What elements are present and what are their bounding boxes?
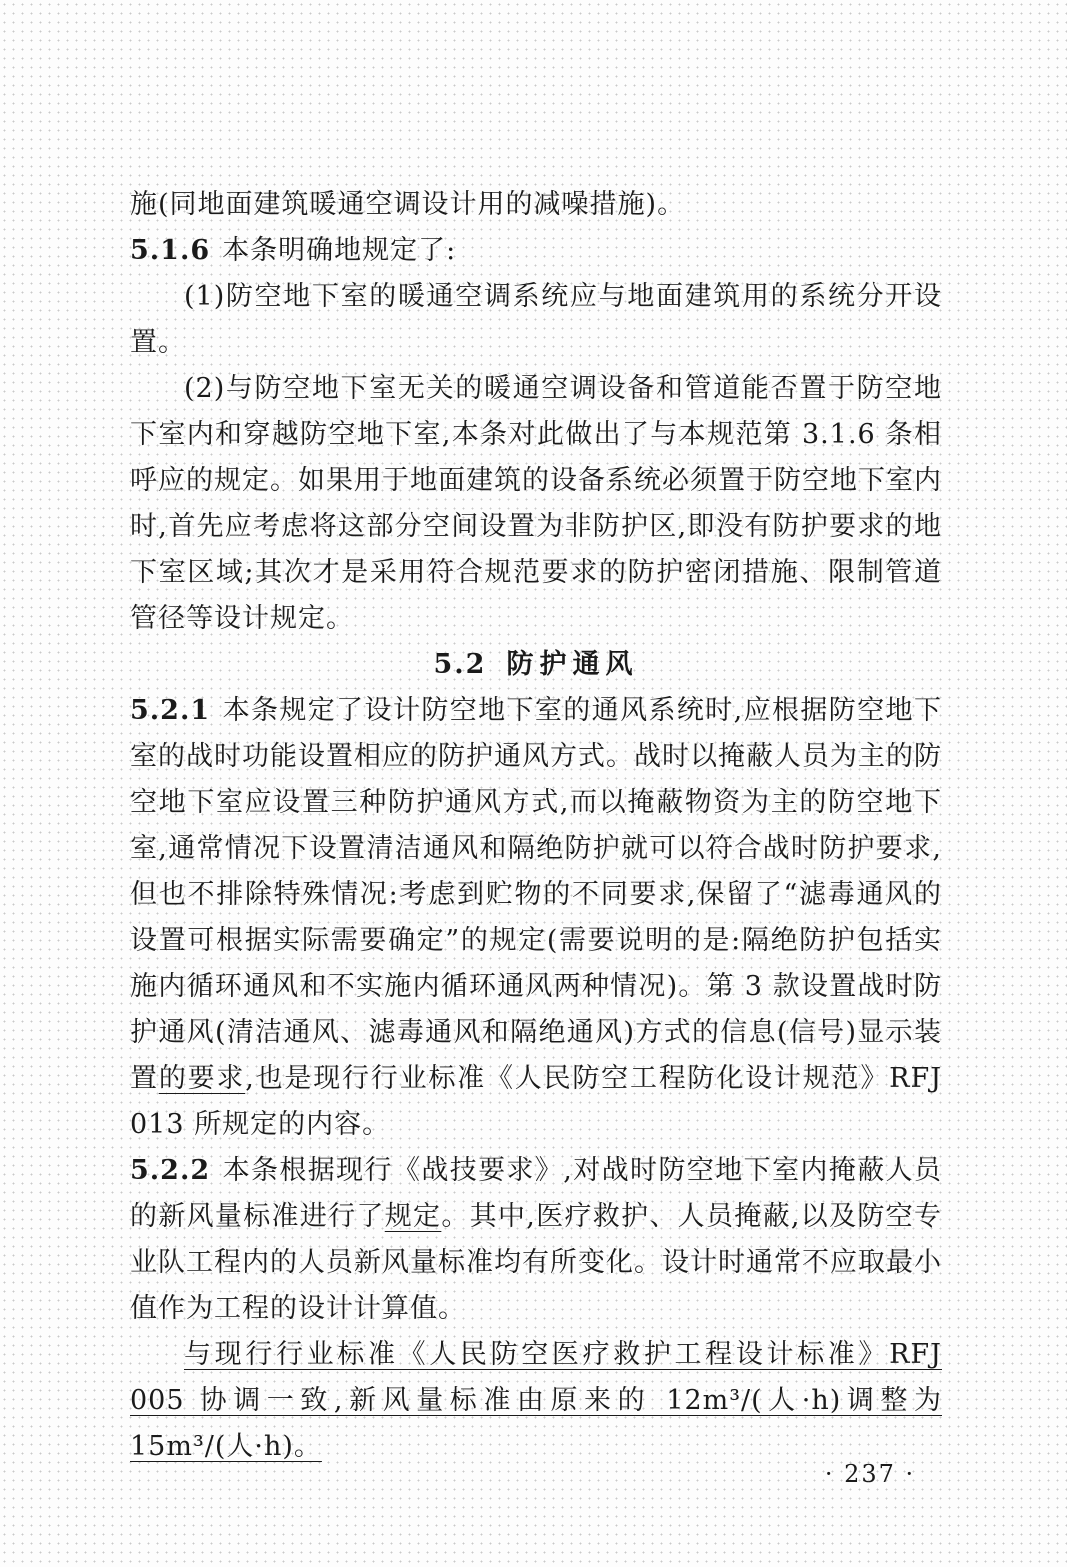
clause-number: 5.1.6: [130, 235, 211, 266]
clause-text-continued: 。其中,医疗救护、人员掩蔽,以及防空专业队工程内的人员新风量标准均有所变化。设计时通常不应取最小值作为工程的设计计算值。: [130, 1201, 943, 1324]
page-number: · 237 ·: [824, 1460, 916, 1488]
underlined-revision-text: 与现行行业标准《人民防空医疗救护工程设计标准》RFJ 005 协调一致,新风量标准由原来的 12m³/(人·h)调整为 15m³/(人·h)。: [130, 1339, 942, 1462]
underlined-revision: 的要求: [158, 1063, 246, 1094]
clause-number: 5.2.1: [130, 695, 211, 726]
clause-5-2-2: [130, 1148, 942, 1332]
section-heading: [130, 642, 942, 688]
clause-text: 本条规定了设计防空地下室的通风系统时,应根据防空地下室的战时功能设置相应的防护通风方式。战时以掩蔽人员为主的防空地下室应设置三种防护通风方式,而以掩蔽物资为主的防空地下室,通常情况下设置清洁通风和隔绝防护就可以符合战时防护要求,但也不排除特殊情况:考虑到贮物的不同要求,保留了“滤毒通风的设置可根据实际需要确定”的规定(需要说明的是:隔绝防护包括实施内循环通风和不实施内循环通风两种情况)。第 3 款设置战时防护通风(清洁通风、滤毒通风和隔绝通风)方式的信息(信号)显示装置: [130, 695, 942, 1094]
clause-5-1-6-item-2: (2)与防空地下室无关的暖通空调设备和管道能否置于防空地下室内和穿越防空地下室,本条对此做出了与本规范第 3.1.6 条相呼应的规定。如果用于地面建筑的设备系统必须置于防空地下室内时,首先应考虑将这部分空间设置为非防护区,即没有防护要求的地下室区域;其次才是采用符合规范要求的防护密闭措施、限制管道管径等设计规定。: [130, 373, 942, 634]
clause-number: 5.2.2: [130, 1155, 211, 1186]
clause-text: 本条明确地规定了:: [222, 235, 457, 266]
section-title: 防护通风: [506, 649, 639, 680]
underlined-revision: 规定: [384, 1201, 442, 1232]
clause-5-1-6: [130, 228, 942, 274]
section-number: 5.2: [433, 649, 487, 680]
underlined-revision-paragraph: [130, 1332, 942, 1470]
clause-5-1-6-item-1: (1)防空地下室的暖通空调系统应与地面建筑用的系统分开设置。: [130, 281, 942, 358]
clause-5-2-1: [130, 688, 942, 1148]
clause-text: 本条根据现行《战技要求》,对战时防空地下室内掩蔽人员的新风量标准进行了: [130, 1155, 942, 1232]
body-text: [130, 182, 942, 1470]
clause-text-continued: ,也是现行行业标准《人民防空工程防化设计规范》RFJ 013 所规定的内容。: [130, 1063, 943, 1140]
paragraph-continued: 施(同地面建筑暖通空调设计用的减噪措施)。: [130, 189, 686, 220]
